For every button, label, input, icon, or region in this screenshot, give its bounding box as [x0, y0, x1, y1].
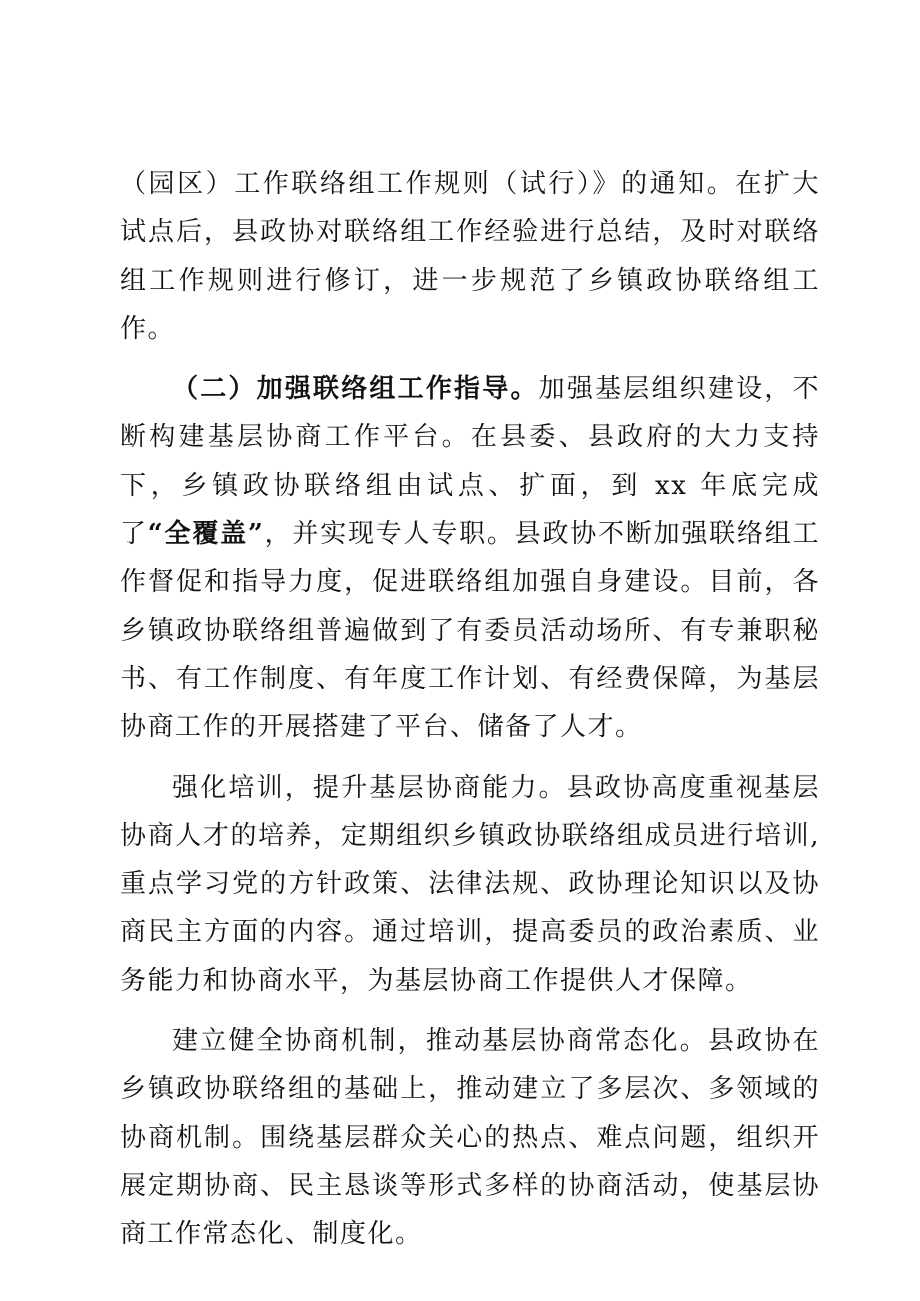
document-body — [120, 160, 820, 1259]
paragraph-text: 加强基层组织建设，不断构建基层协商工作平台。在县委、县政府的大力支持下，乡镇政协联络组由试点、扩面，到 xx 年底完成了 — [120, 374, 820, 550]
paragraph-text: ，并实现专人专职。县政协不断加强联络组工作督促和指导力度，促进联络组加强自身建设。目前，各乡镇政协联络组普遍做到了有委员活动场所、有专兼职秘书、有工作制度、有年度工作计划、有经费保障，为基层协商工作的开展搭建了平台、储备了人才。 — [120, 519, 820, 743]
bold-quote: “全覆盖” — [147, 519, 265, 550]
paragraph-continuation: （园区）工作联络组工作规则（试行）》的通知。在扩大试点后，县政协对联络组工作经验进行总结，及时对联络组工作规则进行修订，进一步规范了乡镇政协联络组工作。 — [120, 169, 820, 344]
paragraph-guidance — [120, 365, 820, 751]
section-heading: （二）加强联络组工作指导。 — [172, 374, 539, 405]
paragraph-mechanism: 建立健全协商机制，推动基层协商常态化。县政协在乡镇政协联络组的基础上，推动建立了多层次、多领域的协商机制。围绕基层群众关心的热点、难点问题，组织开展定期协商、民主恳谈等形式多样的协商活动，使基层协商工作常态化、制度化。 — [120, 1026, 820, 1250]
paragraph-training: 强化培训，提升基层协商能力。县政协高度重视基层协商人才的培养，定期组织乡镇政协联络组成员进行培训,重点学习党的方针政策、法律法规、政协理论知识以及协商民主方面的内容。通过培训，提高委员的政治素质、业务能力和协商水平，为基层协商工作提供人才保障。 — [120, 772, 820, 996]
